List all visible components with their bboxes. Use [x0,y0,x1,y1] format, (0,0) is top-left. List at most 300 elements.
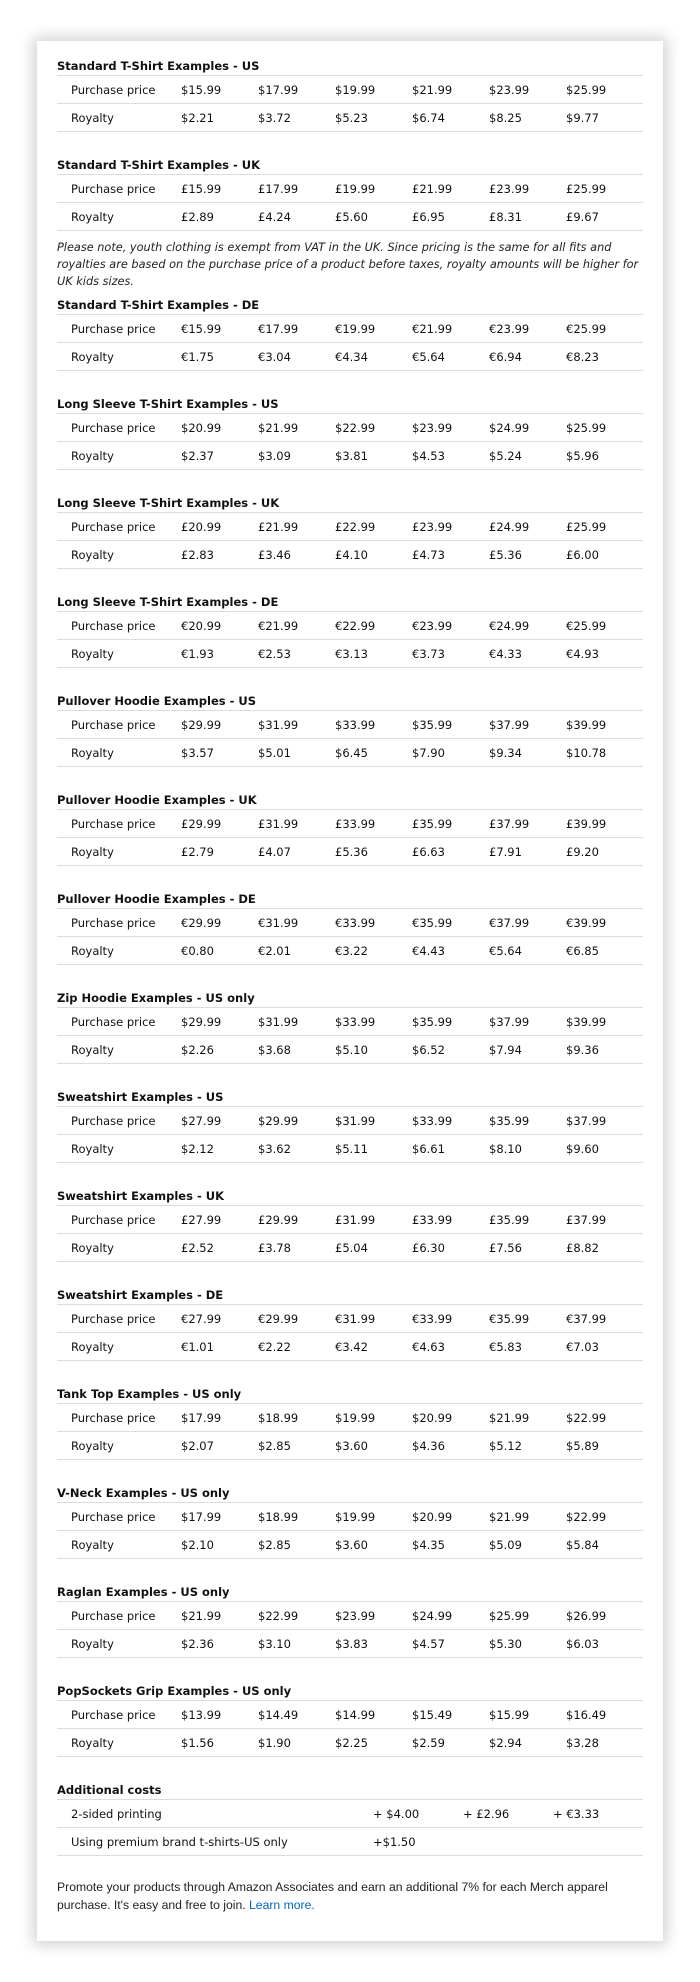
purchase-price-cell: $17.99 [181,1404,258,1432]
royalty-cell: €5.83 [489,1333,566,1361]
purchase-price-cell: $19.99 [335,1404,412,1432]
row-label: Purchase price [57,1503,181,1531]
royalty-cell: £2.83 [181,541,258,569]
royalty-cell: €0.80 [181,937,258,965]
purchase-price-cell: $35.99 [489,1107,566,1135]
pricing-table [57,1701,643,1757]
purchase-price-cell: $21.99 [489,1503,566,1531]
purchase-price-cell: $22.99 [566,1404,643,1432]
royalty-cell: $5.84 [566,1531,643,1559]
pricing-section [57,593,643,668]
purchase-price-cell: €24.99 [489,612,566,640]
purchase-price-cell: $22.99 [335,414,412,442]
row-label: Purchase price [57,909,181,937]
purchase-price-cell: $37.99 [489,1008,566,1036]
section-title: Tank Top Examples - US only [57,1385,643,1404]
purchase-price-cell: $15.99 [489,1701,566,1729]
pricing-table [57,1503,643,1559]
pricing-section [57,57,643,132]
pricing-table [57,76,643,132]
pricing-section [57,1286,643,1361]
pricing-section [57,890,643,965]
row-label: Royalty [57,1729,181,1757]
royalty-cell: $4.36 [412,1432,489,1460]
royalty-cell: $2.59 [412,1729,489,1757]
royalty-row [57,1135,643,1163]
purchase-price-row [57,1008,643,1036]
royalty-cell: $6.74 [412,104,489,132]
row-label: Royalty [57,1234,181,1262]
royalty-cell: $2.10 [181,1531,258,1559]
pricing-section [57,989,643,1064]
section-title: PopSockets Grip Examples - US only [57,1682,643,1701]
purchase-price-cell: £29.99 [181,810,258,838]
royalty-cell: £5.60 [335,203,412,231]
purchase-price-cell: £27.99 [181,1206,258,1234]
purchase-price-cell: €22.99 [335,612,412,640]
pricing-table [57,513,643,569]
pricing-section [57,395,643,470]
royalty-cell: £9.67 [566,203,643,231]
purchase-price-cell: €35.99 [412,909,489,937]
purchase-price-cell: $24.99 [412,1602,489,1630]
purchase-price-cell: €23.99 [489,315,566,343]
purchase-price-cell: £31.99 [335,1206,412,1234]
section-title: Standard T-Shirt Examples - UK [57,156,643,175]
section-spacer [57,132,643,156]
purchase-price-cell: $23.99 [335,1602,412,1630]
purchase-price-row [57,76,643,104]
purchase-price-row [57,175,643,203]
purchase-price-cell: $22.99 [258,1602,335,1630]
purchase-price-cell: €23.99 [412,612,489,640]
royalty-cell: $2.94 [489,1729,566,1757]
royalty-cell: $6.45 [335,739,412,767]
royalty-cell: £6.30 [412,1234,489,1262]
royalty-row [57,1630,643,1658]
royalty-cell: €3.22 [335,937,412,965]
section-spacer [57,1658,643,1682]
purchase-price-row [57,513,643,541]
purchase-price-cell: $31.99 [258,711,335,739]
vat-note: Please note, youth clothing is exempt from VAT in the UK. Since pricing is the same for all fits and royalties are based on the purchase price of a product before taxes, royalty amounts will be higher for UK kids sizes. [57,241,639,288]
royalty-cell: $1.56 [181,1729,258,1757]
purchase-price-cell: €37.99 [489,909,566,937]
royalty-row [57,739,643,767]
purchase-price-cell: $35.99 [412,711,489,739]
royalty-cell: £6.95 [412,203,489,231]
row-label: Royalty [57,343,181,371]
royalty-cell: €6.85 [566,937,643,965]
pricing-table [57,414,643,470]
section-title: Additional costs [57,1781,643,1800]
section-title: Long Sleeve T-Shirt Examples - US [57,395,643,414]
royalty-cell: £4.07 [258,838,335,866]
section-spacer [57,1559,643,1583]
royalty-cell: $10.78 [566,739,643,767]
royalty-cell: $8.10 [489,1135,566,1163]
purchase-price-cell: $25.99 [566,414,643,442]
row-label: Purchase price [57,1008,181,1036]
row-label: Royalty [57,739,181,767]
purchase-price-cell: £15.99 [181,175,258,203]
purchase-price-cell: $19.99 [335,1503,412,1531]
row-label: Royalty [57,1333,181,1361]
purchase-price-cell: €25.99 [566,612,643,640]
purchase-price-cell: $25.99 [566,76,643,104]
royalty-row [57,1432,643,1460]
royalty-cell: $5.89 [566,1432,643,1460]
royalty-cell: $2.36 [181,1630,258,1658]
royalty-cell: £8.31 [489,203,566,231]
section-title: V-Neck Examples - US only [57,1484,643,1503]
purchase-price-cell: $33.99 [335,711,412,739]
royalty-cell: $4.35 [412,1531,489,1559]
royalty-cell: $2.26 [181,1036,258,1064]
row-label: Purchase price [57,1602,181,1630]
purchase-price-row [57,612,643,640]
royalty-row [57,1036,643,1064]
royalty-cell: £6.00 [566,541,643,569]
row-label: Royalty [57,937,181,965]
row-label: Royalty [57,640,181,668]
row-label: Royalty [57,1135,181,1163]
royalty-cell: $9.60 [566,1135,643,1163]
row-label: Purchase price [57,513,181,541]
purchase-price-row [57,1305,643,1333]
learn-more-link[interactable]: Learn more. [249,1898,315,1912]
purchase-price-cell: €39.99 [566,909,643,937]
pricing-section [57,692,643,767]
purchase-price-cell: £21.99 [412,175,489,203]
purchase-price-cell: €33.99 [335,909,412,937]
royalty-cell: £3.78 [258,1234,335,1262]
purchase-price-cell: $31.99 [335,1107,412,1135]
royalty-cell: €4.43 [412,937,489,965]
purchase-price-cell: £33.99 [335,810,412,838]
purchase-price-cell: £21.99 [258,513,335,541]
purchase-price-row [57,909,643,937]
purchase-price-cell: €29.99 [258,1305,335,1333]
royalty-cell: $3.72 [258,104,335,132]
royalty-cell: $5.23 [335,104,412,132]
purchase-price-cell: $23.99 [489,76,566,104]
purchase-price-cell: $13.99 [181,1701,258,1729]
section-title: Pullover Hoodie Examples - DE [57,890,643,909]
royalty-cell: £6.63 [412,838,489,866]
pricing-section [57,494,643,569]
royalty-cell: $3.09 [258,442,335,470]
royalty-cell: £2.52 [181,1234,258,1262]
row-label: Purchase price [57,612,181,640]
section-spacer [57,1460,643,1484]
pricing-table [57,1206,643,1262]
purchase-price-cell: €21.99 [258,612,335,640]
royalty-cell: $6.61 [412,1135,489,1163]
purchase-price-cell: $20.99 [181,414,258,442]
royalty-cell: £5.36 [335,838,412,866]
section-title: Pullover Hoodie Examples - US [57,692,643,711]
pricing-section [57,1385,643,1460]
purchase-price-cell: £31.99 [258,810,335,838]
pricing-section [57,1682,643,1757]
row-label: Royalty [57,104,181,132]
row-label: Royalty [57,541,181,569]
royalty-cell: $7.90 [412,739,489,767]
sections-container [57,57,643,1781]
royalty-cell: $8.25 [489,104,566,132]
row-label: Purchase price [57,414,181,442]
royalty-cell: €4.93 [566,640,643,668]
purchase-price-row [57,1404,643,1432]
promo-text: Promote your products through Amazon Associates and earn an additional 7% for each Merch apparel purchase. It's easy and free to join. [57,1880,608,1912]
row-label: Purchase price [57,711,181,739]
royalty-cell: $5.09 [489,1531,566,1559]
royalty-cell: $4.57 [412,1630,489,1658]
royalty-cell: $4.53 [412,442,489,470]
purchase-price-cell: $14.99 [335,1701,412,1729]
royalty-cell: €1.01 [181,1333,258,1361]
royalty-cell: $2.21 [181,104,258,132]
purchase-price-cell: $31.99 [258,1008,335,1036]
royalty-cell: £2.89 [181,203,258,231]
purchase-price-cell: €17.99 [258,315,335,343]
section-title: Long Sleeve T-Shirt Examples - DE [57,593,643,612]
row-label: Purchase price [57,1206,181,1234]
associates-promo [57,1878,643,1914]
royalty-row [57,1531,643,1559]
purchase-price-cell: €31.99 [335,1305,412,1333]
cost-value: +$1.50 [373,1828,463,1856]
purchase-price-row [57,414,643,442]
purchase-price-cell: $29.99 [258,1107,335,1135]
royalty-cell: $9.36 [566,1036,643,1064]
royalty-cell: $2.12 [181,1135,258,1163]
royalty-cell: €5.64 [489,937,566,965]
royalty-cell: $1.90 [258,1729,335,1757]
purchase-price-cell: $33.99 [335,1008,412,1036]
purchase-price-row [57,1701,643,1729]
pricing-table [57,711,643,767]
royalty-cell: $2.85 [258,1432,335,1460]
royalty-cell: £4.10 [335,541,412,569]
royalty-cell: $5.96 [566,442,643,470]
cost-label: 2-sided printing [57,1800,373,1828]
royalty-cell: €1.93 [181,640,258,668]
section-spacer [57,1757,643,1781]
royalty-cell: £7.91 [489,838,566,866]
purchase-price-row [57,1107,643,1135]
row-label: Royalty [57,838,181,866]
purchase-price-cell: $39.99 [566,1008,643,1036]
royalty-row [57,1729,643,1757]
pricing-section [57,1187,643,1262]
royalty-cell: $5.30 [489,1630,566,1658]
row-label: Purchase price [57,76,181,104]
purchase-price-cell: €31.99 [258,909,335,937]
row-label: Purchase price [57,315,181,343]
purchase-price-cell: $39.99 [566,711,643,739]
royalty-row [57,442,643,470]
section-spacer [57,371,643,395]
purchase-price-cell: $35.99 [412,1008,489,1036]
purchase-price-cell: $27.99 [181,1107,258,1135]
purchase-price-cell: £33.99 [412,1206,489,1234]
purchase-price-row [57,315,643,343]
purchase-price-cell: £23.99 [412,513,489,541]
royalty-cell: $9.34 [489,739,566,767]
royalty-cell: $5.11 [335,1135,412,1163]
royalty-cell: €2.53 [258,640,335,668]
row-label: Royalty [57,203,181,231]
row-label: Purchase price [57,810,181,838]
purchase-price-row [57,810,643,838]
royalty-row [57,1234,643,1262]
purchase-price-cell: $16.49 [566,1701,643,1729]
purchase-price-cell: €27.99 [181,1305,258,1333]
section-title: Zip Hoodie Examples - US only [57,989,643,1008]
purchase-price-cell: $37.99 [566,1107,643,1135]
purchase-price-row [57,1206,643,1234]
section-title: Standard T-Shirt Examples - DE [57,296,643,315]
royalty-cell: $5.12 [489,1432,566,1460]
purchase-price-cell: $26.99 [566,1602,643,1630]
royalty-cell: €3.04 [258,343,335,371]
cost-row [57,1800,643,1828]
royalty-cell: $3.83 [335,1630,412,1658]
purchase-price-row [57,1602,643,1630]
purchase-price-cell: €33.99 [412,1305,489,1333]
purchase-price-cell: £35.99 [412,810,489,838]
royalty-cell: £9.20 [566,838,643,866]
royalty-row [57,541,643,569]
pricing-table [57,612,643,668]
royalty-row [57,203,643,231]
royalty-cell: $5.24 [489,442,566,470]
royalty-cell: €5.64 [412,343,489,371]
pricing-table [57,810,643,866]
row-label: Purchase price [57,1305,181,1333]
purchase-price-cell: £17.99 [258,175,335,203]
purchase-price-cell: $22.99 [566,1503,643,1531]
section-spacer [57,1163,643,1187]
section-spacer [57,1064,643,1088]
row-label: Royalty [57,1630,181,1658]
royalty-cell: €4.33 [489,640,566,668]
royalty-cell: €2.22 [258,1333,335,1361]
royalty-cell: $2.37 [181,442,258,470]
pricing-table [57,1602,643,1658]
purchase-price-cell: $18.99 [258,1404,335,1432]
royalty-examples-panel [37,41,663,1941]
royalty-row [57,937,643,965]
purchase-price-cell: $17.99 [258,76,335,104]
section-spacer [57,866,643,890]
royalty-cell: £5.04 [335,1234,412,1262]
row-label: Royalty [57,1531,181,1559]
royalty-cell: €7.03 [566,1333,643,1361]
row-label: Purchase price [57,175,181,203]
row-label: Royalty [57,1432,181,1460]
pricing-table [57,1107,643,1163]
cost-label: Using premium brand t-shirts-US only [57,1828,373,1856]
purchase-price-cell: £23.99 [489,175,566,203]
purchase-price-cell: $21.99 [412,76,489,104]
pricing-section [57,1583,643,1658]
purchase-price-cell: £22.99 [335,513,412,541]
purchase-price-row [57,1503,643,1531]
section-title: Pullover Hoodie Examples - UK [57,791,643,810]
royalty-cell: £4.73 [412,541,489,569]
section-spacer [57,1262,643,1286]
purchase-price-cell: £20.99 [181,513,258,541]
royalty-row [57,104,643,132]
purchase-price-cell: €20.99 [181,612,258,640]
royalty-cell: $3.81 [335,442,412,470]
royalty-cell: €3.42 [335,1333,412,1361]
purchase-price-cell: $33.99 [412,1107,489,1135]
section-spacer [57,668,643,692]
purchase-price-cell: $20.99 [412,1503,489,1531]
section-spacer [57,1361,643,1385]
royalty-row [57,838,643,866]
cost-value: + $4.00 [373,1800,463,1828]
purchase-price-cell: €37.99 [566,1305,643,1333]
section-spacer [57,470,643,494]
purchase-price-cell: $23.99 [412,414,489,442]
purchase-price-cell: €19.99 [335,315,412,343]
section-title: Sweatshirt Examples - US [57,1088,643,1107]
royalty-cell: $6.03 [566,1630,643,1658]
royalty-cell: £2.79 [181,838,258,866]
purchase-price-cell: €25.99 [566,315,643,343]
purchase-price-cell: £29.99 [258,1206,335,1234]
pricing-section [57,156,643,231]
cost-row [57,1828,643,1856]
royalty-cell: €8.23 [566,343,643,371]
purchase-price-cell: £25.99 [566,513,643,541]
purchase-price-cell: £37.99 [489,810,566,838]
royalty-cell: €2.01 [258,937,335,965]
purchase-price-cell: $21.99 [258,414,335,442]
row-label: Royalty [57,1036,181,1064]
cost-value: + €3.33 [553,1800,643,1828]
royalty-cell: £5.36 [489,541,566,569]
purchase-price-cell: $14.49 [258,1701,335,1729]
purchase-price-cell: $17.99 [181,1503,258,1531]
row-label: Purchase price [57,1701,181,1729]
royalty-cell: $3.10 [258,1630,335,1658]
royalty-cell: $3.57 [181,739,258,767]
royalty-cell: $2.07 [181,1432,258,1460]
purchase-price-cell: €35.99 [489,1305,566,1333]
purchase-price-cell: $21.99 [489,1404,566,1432]
row-label: Purchase price [57,1107,181,1135]
royalty-cell: $2.25 [335,1729,412,1757]
section-title: Sweatshirt Examples - UK [57,1187,643,1206]
royalty-cell: €3.13 [335,640,412,668]
purchase-price-cell: £19.99 [335,175,412,203]
royalty-cell: £7.56 [489,1234,566,1262]
royalty-cell: €6.94 [489,343,566,371]
royalty-cell: $3.60 [335,1432,412,1460]
purchase-price-cell: $24.99 [489,414,566,442]
royalty-cell: $5.10 [335,1036,412,1064]
purchase-price-cell: £35.99 [489,1206,566,1234]
pricing-table [57,909,643,965]
royalty-cell: €3.73 [412,640,489,668]
purchase-price-cell: $29.99 [181,1008,258,1036]
